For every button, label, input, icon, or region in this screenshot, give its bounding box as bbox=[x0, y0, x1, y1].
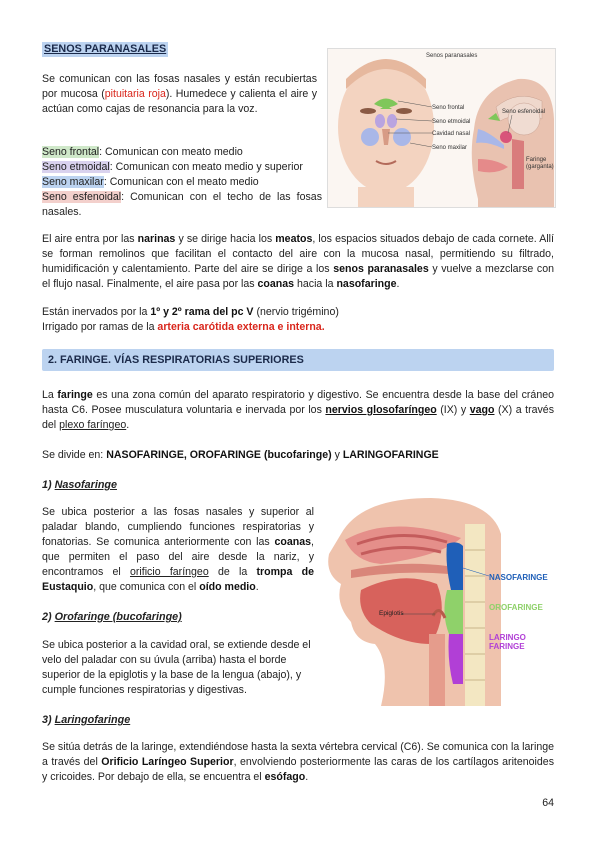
pharynx-illustration bbox=[321, 494, 554, 706]
label-seno-maxilar: Seno maxilar bbox=[432, 145, 468, 151]
list-item: Seno frontal: Comunican con meato medio bbox=[42, 146, 243, 158]
nasofaringe-paragraph: Se ubica posterior a las fosas nasales y superior al paladar blando, cumpliendo funciones respiratorias y fonatorias. Se comunica anteriormente con las coanas, que permiten el paso del aire desde la nariz, y encontramos el orificio faríngeo de la trompa de Eustaquio, que comunica con el oído medio. bbox=[42, 506, 314, 593]
air-flow-paragraph: El aire entra por las narinas y se dirige hacia los meatos, los espacios situados debajo de cada cornete. Allí se forman remolinos que facilitan el contacto del aire con la mucosa nasal, permitiendo su filtrado, humidificación y calentamiento. Parte del aire se dirige a los senos paranasales y vuelve a mezclarse con el flujo nasal. Finalmente, el aire pasa por las coanas hacia la nasofaringe. bbox=[42, 233, 554, 290]
list-item: Seno maxilar: Comunican con el meato medio bbox=[42, 176, 259, 188]
orofaringe-paragraph: Se ubica posterior a la cavidad oral, se extiende desde el velo del paladar con su úvula (arriba) hasta el borde superior de la epiglotis y la base de la lengua (abajo), y cumple funciones respiratorias y digestivas. bbox=[42, 639, 311, 696]
label-laringofaringe-1: LARINGO bbox=[489, 633, 526, 642]
pharynx-intro: La faringe es una zona común del aparato respiratorio y digestivo. Se encuentra desde la base del cráneo hasta C6. Posee musculatura voluntaria e inervada por los nervios glosofaríngeo (IX) y vago (X) a través del plexo faríngeo. bbox=[42, 389, 554, 431]
label-seno-frontal: Seno frontal bbox=[432, 105, 465, 111]
pituitaria-roja-term: pituitaria roja bbox=[104, 88, 166, 100]
label-seno-etmoidal: Seno etmoidal bbox=[432, 119, 471, 125]
label-epiglotis: Epiglotis bbox=[379, 610, 404, 617]
sinus-illustration bbox=[328, 49, 555, 207]
sinus-intro: Se comunican con las fosas nasales y están recubiertas por mucosa (pituitaria roja). Humedece y calienta el aire y actúan como cajas de resonancia para la voz. bbox=[42, 73, 317, 115]
innervation-line: Están inervados por la 1º y 2º rama del pc V (nervio trigémino) bbox=[42, 306, 339, 318]
section-title-senos: SENOS PARANASALES bbox=[44, 43, 167, 55]
sinus-list bbox=[42, 145, 322, 220]
list-item: Seno etmoidal: Comunican con meato medio y superior bbox=[42, 161, 303, 173]
list-item: Seno esfenoidal: Comunican con el techo de las fosas nasales. bbox=[42, 191, 322, 218]
pharynx-division: Se divide en: NASOFARINGE, OROFARINGE (bucofaringe) y LARINGOFARINGE bbox=[42, 449, 439, 461]
label-seno-esfenoidal: Seno esfenoidal bbox=[502, 109, 546, 115]
label-faringe: Faringe (garganta) bbox=[526, 157, 554, 170]
orofaringe-region bbox=[444, 590, 463, 634]
label-nasofaringe: NASOFARINGE bbox=[489, 573, 548, 582]
label-cavidad-nasal: Cavidad nasal bbox=[432, 131, 471, 137]
page-number: 64 bbox=[542, 797, 554, 809]
subheading-orofaringe: 2) Orofaringe (bucofaringe) bbox=[42, 611, 182, 623]
irrigation-line: Irrigado por ramas de la arteria carótida externa e interna. bbox=[42, 321, 325, 333]
laringofaringe-paragraph: Se sitúa detrás de la laringe, extendiéndose hasta la sexta vértebra cervical (C6). Se comunica con la laringe a través del Orificio Laríngeo Superior, envolviendo posteriormente las caras de los cartílagos aritenoides y cricoides. Por debajo de ella, se encuentra el esófago. bbox=[42, 741, 554, 783]
sinus-figure bbox=[327, 48, 556, 208]
section-title-faringe: 2. FARINGE. VÍAS RESPIRATORIAS SUPERIORES bbox=[42, 349, 554, 371]
figure-title: Senos paranasales bbox=[426, 53, 478, 59]
arteria-carotida-term: arteria carótida externa e interna. bbox=[157, 321, 325, 333]
subheading-nasofaringe: 1) Nasofaringe bbox=[42, 479, 118, 491]
subheading-laringofaringe: 3) Laringofaringe bbox=[42, 714, 131, 726]
pharynx-figure bbox=[321, 494, 554, 706]
label-laringofaringe-2: FARINGE bbox=[489, 642, 525, 651]
label-orofaringe: OROFARINGE bbox=[489, 603, 543, 612]
